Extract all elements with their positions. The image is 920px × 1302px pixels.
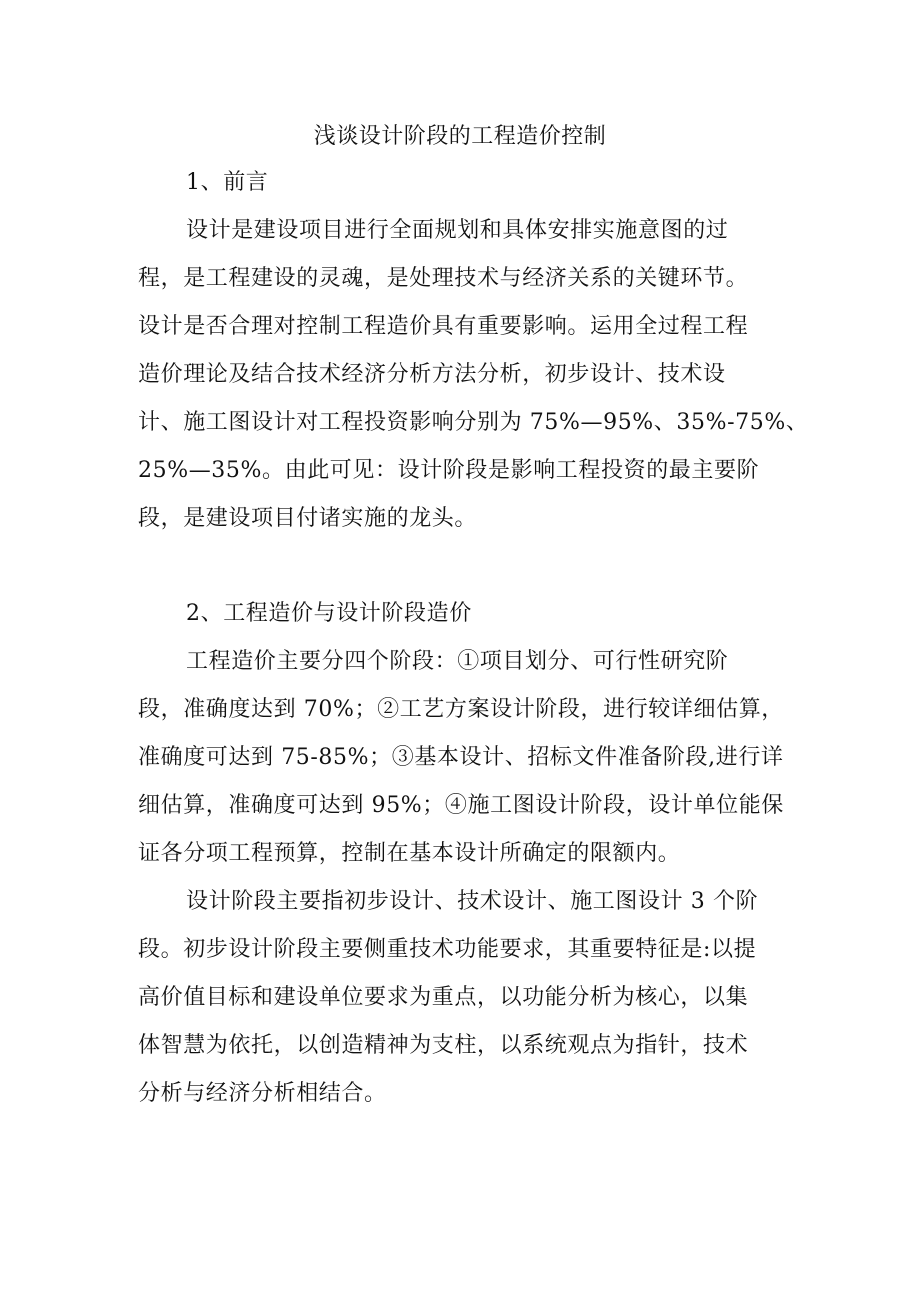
section2-para1-line: 准确度可达到 75-85%；③基本设计、招标文件准备阶段,进行详 <box>138 745 784 770</box>
section1-line: 造价理论及结合技术经济分析方法分析，初步设计、技术设 <box>138 362 726 387</box>
document-title: 浅谈设计阶段的工程造价控制 <box>313 124 607 149</box>
section2-para2-line: 段。初步设计阶段主要侧重技术功能要求，其重要特征是:以提 <box>138 937 757 962</box>
section2-para1-line: 细估算，准确度可达到 95%；④施工图设计阶段，设计单位能保 <box>138 793 784 818</box>
section2-para1-line: 段，准确度达到 70%；②工艺方案设计阶段，进行较详细估算， <box>138 697 784 722</box>
section2-para2-line: 高价值目标和建设单位要求为重点，以功能分析为核心，以集 <box>138 985 749 1010</box>
section2-heading: 2、工程造价与设计阶段造价 <box>186 601 472 626</box>
section1-line: 段，是建设项目付诸实施的龙头。 <box>138 506 478 531</box>
section1-line: 计、施工图设计对工程投资影响分别为 75%—95%、35%-75%、 <box>138 410 809 435</box>
section2-para2-line: 设计阶段主要指初步设计、技术设计、施工图设计 3 个阶 <box>186 889 759 914</box>
section1-heading: 1、前言 <box>186 170 269 195</box>
section2-para2-line: 体智慧为依托，以创造精神为支柱，以系统观点为指针，技术 <box>138 1033 749 1058</box>
section2-para1-line: 工程造价主要分四个阶段：①项目划分、可行性研究阶 <box>186 649 729 674</box>
section1-line: 程，是工程建设的灵魂，是处理技术与经济关系的关键环节。 <box>138 266 749 291</box>
section2-para1-line: 证各分项工程预算，控制在基本设计所确定的限额内。 <box>138 841 681 866</box>
section1-line: 设计是否合理对控制工程造价具有重要影响。运用全过程工程 <box>138 314 749 339</box>
section1-line: 25%—35%。由此可见：设计阶段是影响工程投资的最主要阶 <box>138 458 760 483</box>
section1-line: 设计是建设项目进行全面规划和具体安排实施意图的过 <box>186 218 729 243</box>
section2-para2-line: 分析与经济分析相结合。 <box>138 1081 387 1106</box>
